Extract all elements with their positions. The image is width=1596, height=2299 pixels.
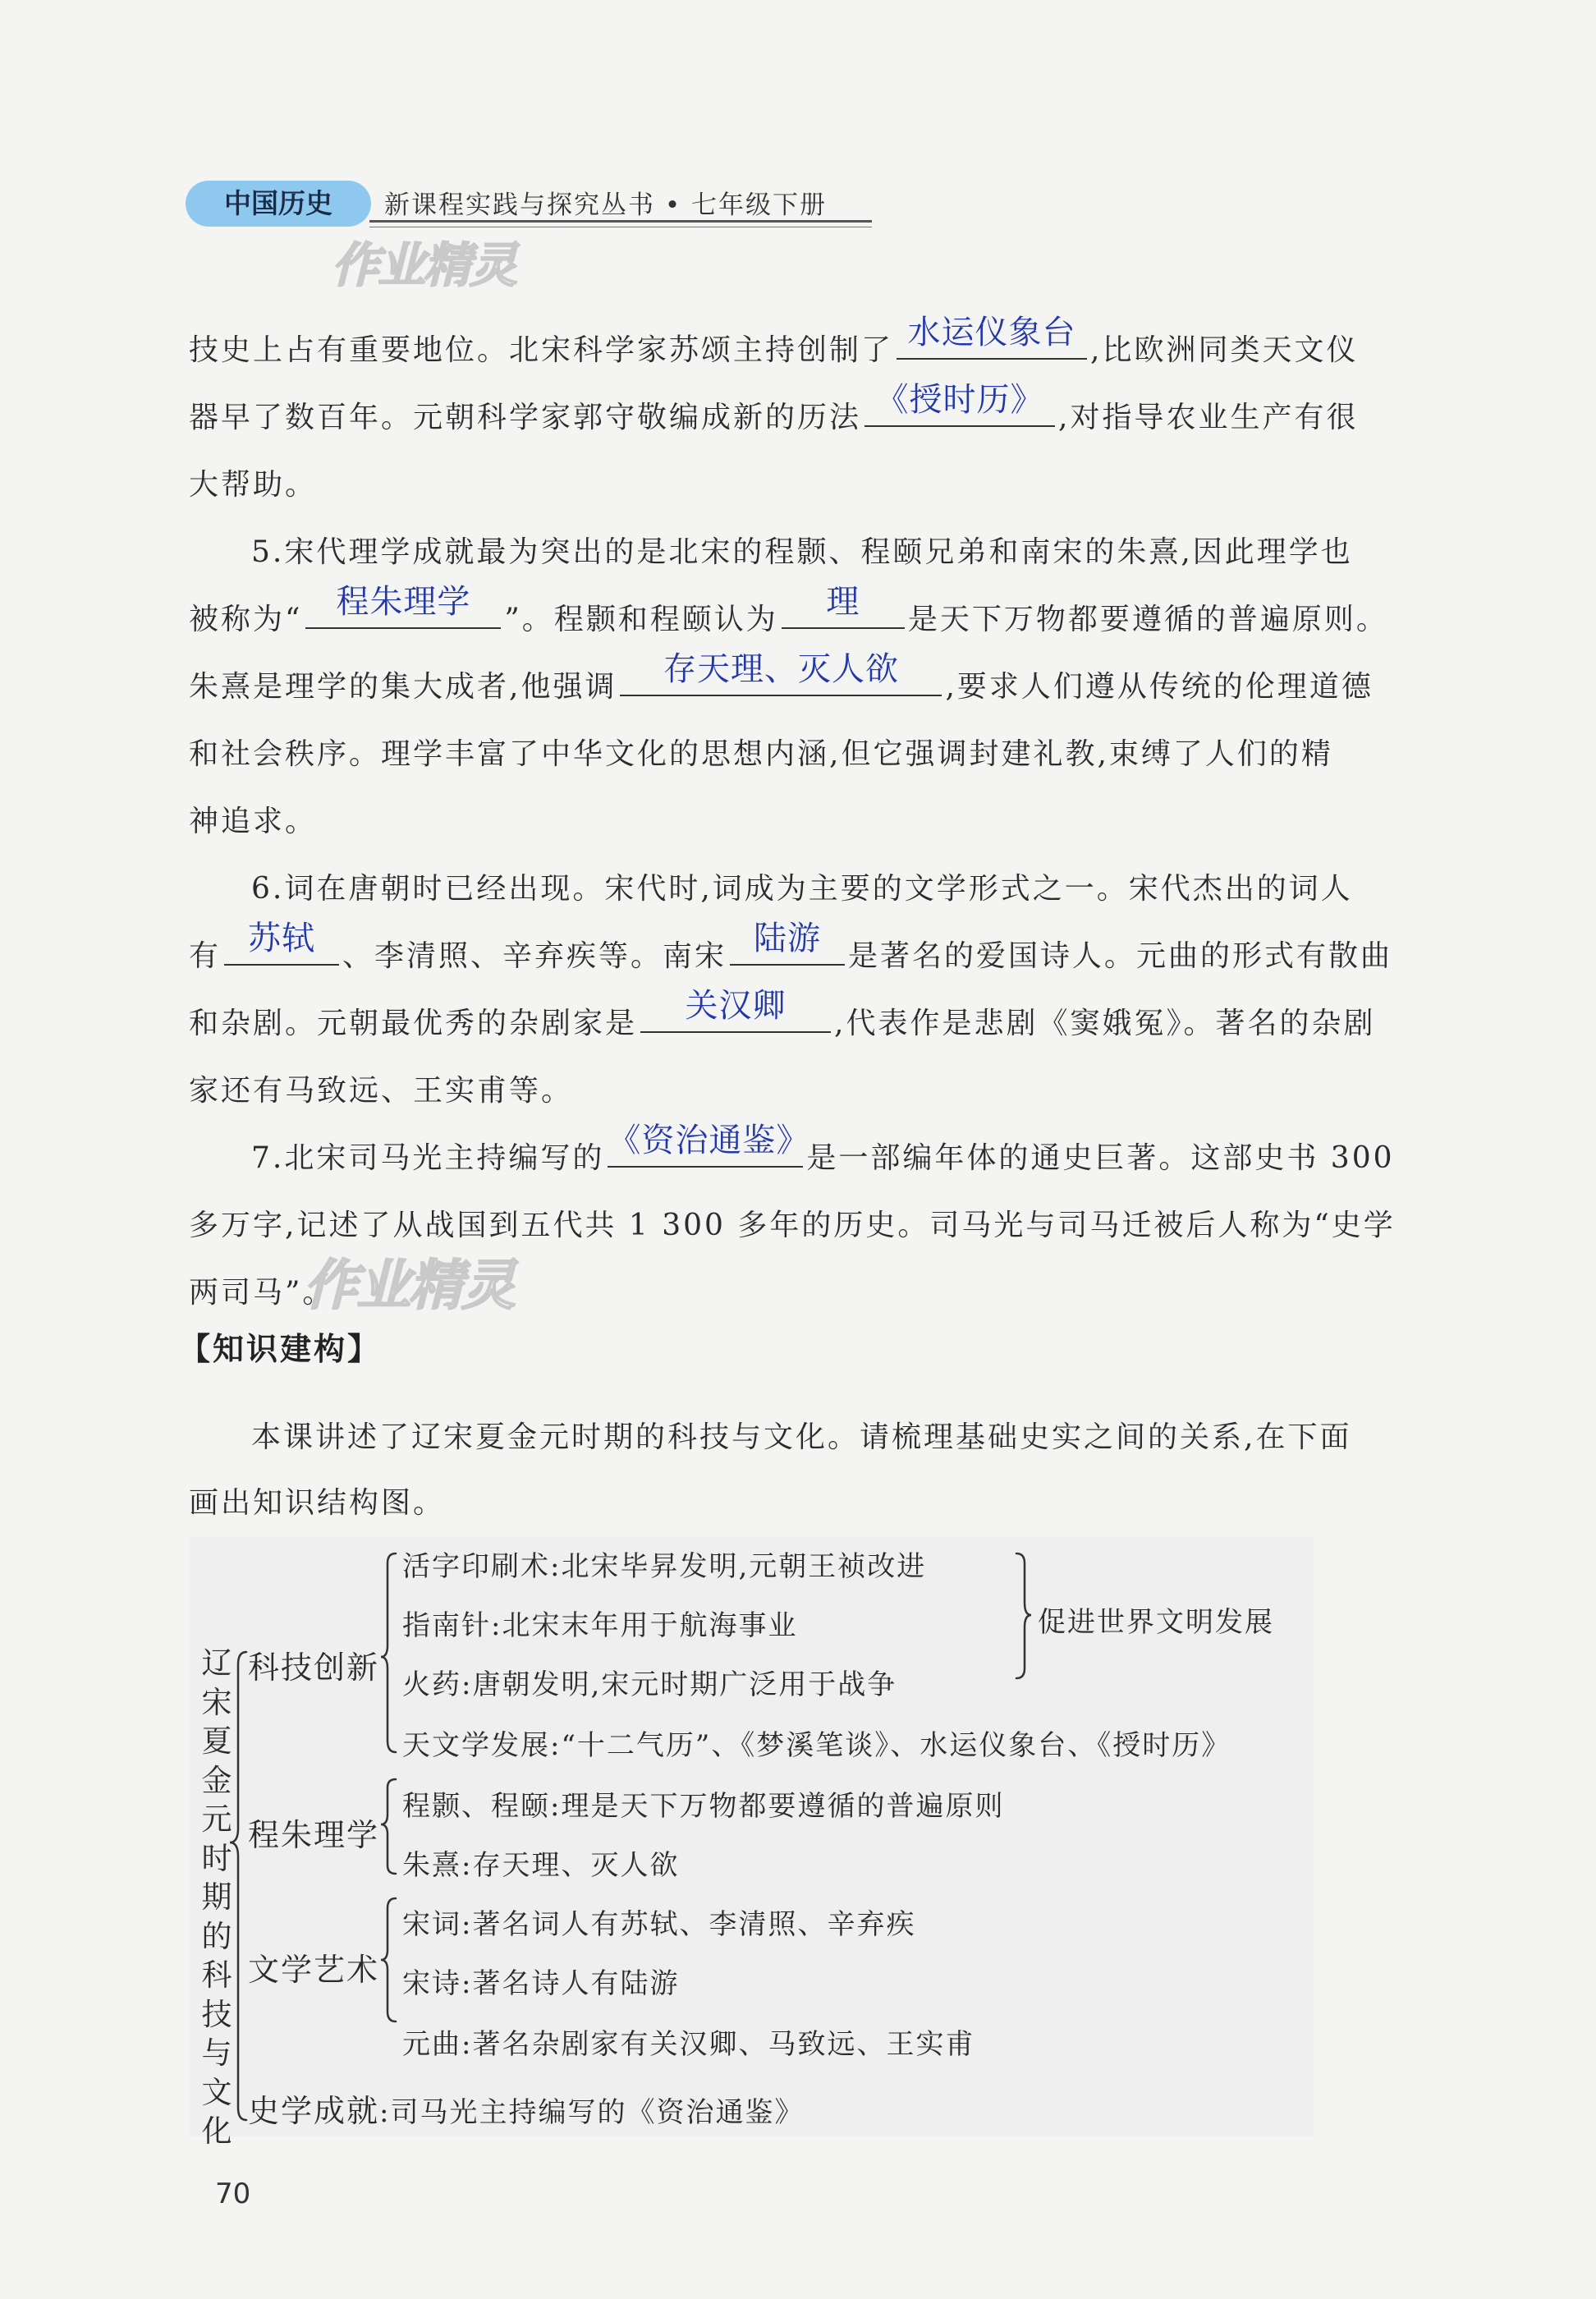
text-line: 和社会秩序。理学丰富了中华文化的思想内涵,但它强调封建礼教,束缚了人们的精 bbox=[189, 737, 1333, 771]
text-line: 神追求。 bbox=[189, 805, 318, 838]
page-number: 70 bbox=[215, 2177, 251, 2210]
watermark: 作业精灵 bbox=[332, 237, 516, 293]
text-line: 5.宋代理学成就最为突出的是北宋的程颢、程颐兄弟和南宋的朱熹,因此理学也 bbox=[251, 535, 1353, 569]
text-line: 7.北宋司马光主持编写的 《资治通鉴》 是一部编年体的通史巨著。这部史书 300 bbox=[251, 1122, 1395, 1175]
subject-badge: 中国历史 bbox=[186, 181, 371, 227]
tech-effect: 促进世界文明发展 bbox=[1038, 1606, 1274, 1639]
answer-blank: 理 bbox=[782, 598, 905, 629]
answer-blank: 程朱理学 bbox=[305, 598, 501, 629]
tech-item: 活字印刷术:北宋毕昇发明,元朝王祯改进 bbox=[402, 1550, 927, 1583]
category-literature: 文学艺术 bbox=[248, 1952, 380, 1988]
text-line: 家还有马致远、王实甫等。 bbox=[189, 1074, 574, 1108]
tech-item: 火药:唐朝发明,宋元时期广泛用于战争 bbox=[402, 1668, 897, 1701]
answer-blank: 《资治通鉴》 bbox=[608, 1136, 803, 1168]
text-line: 画出知识结构图。 bbox=[189, 1486, 446, 1520]
neo-brace bbox=[381, 1779, 396, 1874]
lit-item: 元曲:著名杂剧家有关汉卿、马致远、王实甫 bbox=[402, 2028, 975, 2061]
answer-blank: 苏轼 bbox=[224, 934, 339, 966]
watermark: 作业精灵 bbox=[304, 1254, 514, 1317]
text-line: 多万字,记述了从战国到五代共 1 300 多年的历史。司马光与司马迁被后人称为“史学 bbox=[189, 1209, 1396, 1242]
effect-brace bbox=[1016, 1553, 1031, 1678]
tech-item: 指南针:北宋末年用于航海事业 bbox=[402, 1609, 798, 1642]
text-line: 被称为“ 程朱理学 ”。程颢和程颐认为 理 是天下万物都要遵循的普遍原则。 bbox=[189, 583, 1388, 636]
text-line: 和杂剧。元朝最优秀的杂剧家是 关汉卿 ,代表作是悲剧《窦娥冤》。著名的杂剧 bbox=[189, 987, 1376, 1040]
series-title: 新课程实践与探究丛书 • 七年级下册 bbox=[384, 190, 827, 220]
knowledge-structure-diagram bbox=[189, 1537, 1314, 2149]
answer-blank: 《授时历》 bbox=[864, 396, 1055, 427]
tech-brace bbox=[381, 1553, 396, 1752]
category-tech: 科技创新 bbox=[248, 1650, 380, 1686]
category-neo-confucianism: 程朱理学 bbox=[248, 1817, 380, 1853]
text-line: 朱熹是理学的集大成者,他强调 存天理、灭人欲 ,要求人们遵从传统的伦理道德 bbox=[189, 650, 1374, 704]
text-line: 两司马”。 bbox=[189, 1276, 335, 1310]
text-line: 器早了数百年。元朝科学家郭守敬编成新的历法 《授时历》 ,对指导农业生产有很 bbox=[189, 381, 1359, 434]
text-line: 技史上占有重要地位。北宋科学家苏颂主持创制了 水运仪象台 ,比欧洲同类天文仪 bbox=[189, 314, 1359, 367]
neo-item: 程颢、程颐:理是天下万物都要遵循的普遍原则 bbox=[402, 1790, 1005, 1823]
answer-blank: 关汉卿 bbox=[640, 1002, 831, 1033]
category-historiography: 史学成就:司马光主持编写的《资治通鉴》 bbox=[248, 2093, 805, 2129]
diagram-root-title: 辽宋夏金元时期的科技与文化 bbox=[201, 1645, 232, 2149]
text-line: 大帮助。 bbox=[189, 468, 318, 502]
text-line: 本课讲述了辽宋夏金元时期的科技与文化。请梳理基础史实之间的关系,在下面 bbox=[251, 1420, 1352, 1454]
answer-blank: 陆游 bbox=[730, 934, 845, 966]
lit-item: 宋词:著名词人有苏轼、李清照、辛弃疾 bbox=[402, 1908, 916, 1941]
answer-blank: 存天理、灭人欲 bbox=[620, 665, 942, 696]
section-title: 【知识建构】 bbox=[179, 1331, 382, 1367]
text-line: 6.词在唐朝时已经出现。宋代时,词成为主要的文学形式之一。宋代杰出的词人 bbox=[251, 872, 1353, 906]
lit-item: 宋诗:著名诗人有陆游 bbox=[402, 1967, 680, 2000]
tech-item: 天文学发展:“十二气历”、《梦溪笔谈》、水运仪象台、《授时历》 bbox=[402, 1729, 1231, 1762]
lit-brace bbox=[381, 1898, 396, 2021]
text-line: 有 苏轼 、李清照、辛弃疾等。南宋 陆游 是著名的爱国诗人。元曲的形式有散曲 bbox=[189, 920, 1393, 973]
answer-blank: 水运仪象台 bbox=[897, 328, 1087, 360]
header-rule bbox=[369, 220, 872, 223]
neo-item: 朱熹:存天理、灭人欲 bbox=[402, 1849, 680, 1882]
